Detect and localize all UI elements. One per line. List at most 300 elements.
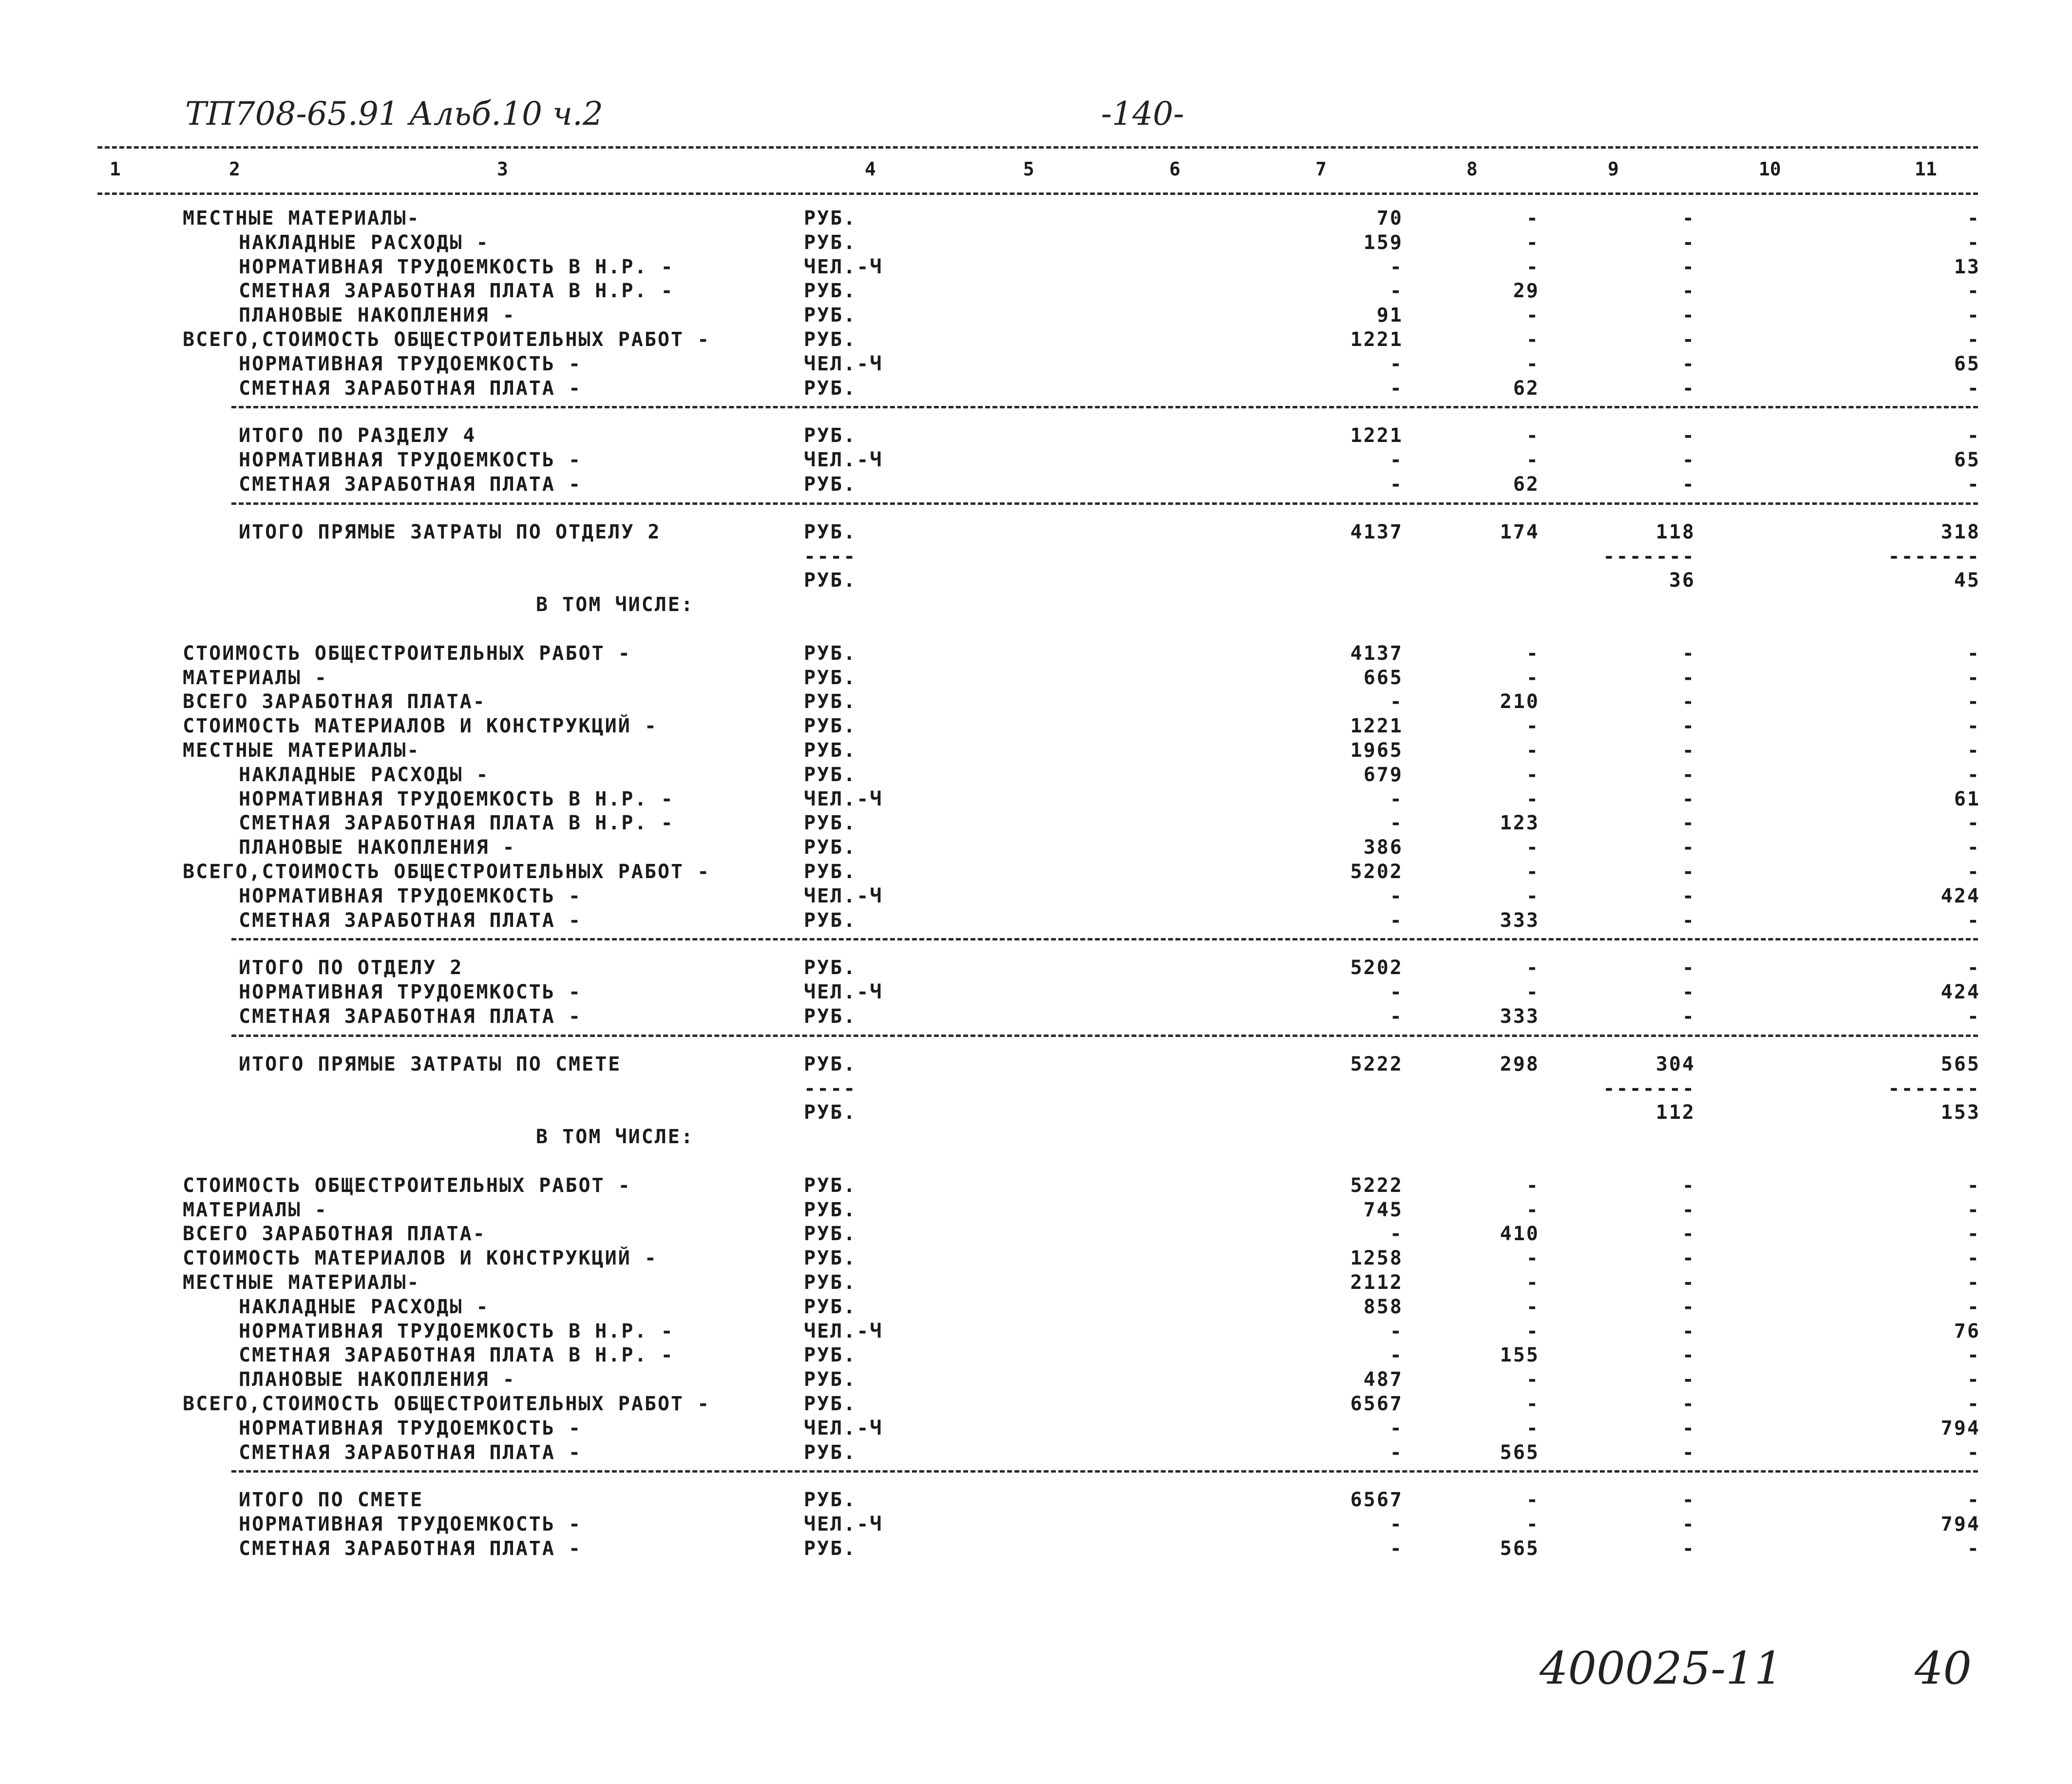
row-separator — [231, 1035, 1978, 1037]
col9-value: 304 — [1655, 1053, 1695, 1075]
row-label: НОРМАТИВНАЯ ТРУДОЕМКОСТЬ В Н.Р. - — [239, 1320, 674, 1343]
row-label: ВСЕГО,СТОИМОСТЬ ОБЩЕСТРОИТЕЛЬНЫХ РАБОТ - — [183, 328, 711, 351]
row-unit: РУБ. — [804, 304, 857, 327]
col8-value: 62 — [1513, 473, 1540, 496]
row-unit: РУБ. — [804, 1489, 857, 1512]
row-unit: РУБ. — [804, 909, 857, 932]
col7-value: 858 — [1363, 1295, 1403, 1318]
col11-value: - — [1967, 1247, 1980, 1270]
row-label: НОРМАТИВНАЯ ТРУДОЕМКОСТЬ - — [239, 1513, 582, 1536]
table-row — [0, 642, 2072, 667]
table-row — [0, 328, 2072, 353]
col7-value: - — [1389, 981, 1403, 1004]
col9-value: ------- — [1603, 545, 1695, 568]
col9-value: - — [1682, 739, 1695, 762]
row-unit: РУБ. — [804, 1005, 857, 1028]
row-unit: РУБ. — [804, 836, 857, 859]
row-label: ВСЕГО,СТОИМОСТЬ ОБЩЕСТРОИТЕЛЬНЫХ РАБОТ - — [183, 1393, 711, 1415]
row-label: СТОИМОСТЬ МАТЕРИАЛОВ И КОНСТРУКЦИЙ - — [183, 715, 658, 738]
row-unit: РУБ. — [804, 377, 857, 400]
col9-value: - — [1682, 1247, 1695, 1270]
col8-value: - — [1526, 304, 1540, 327]
col9-value: - — [1682, 1198, 1695, 1221]
col11-value: - — [1967, 642, 1980, 665]
table-row — [0, 1393, 2072, 1417]
col7-value: 665 — [1363, 666, 1403, 689]
col8-value: - — [1526, 1489, 1540, 1512]
col9-value: - — [1682, 981, 1695, 1004]
col11-value: - — [1967, 715, 1980, 738]
row-separator — [231, 502, 1978, 505]
table-row — [0, 861, 2072, 885]
col11-value: - — [1967, 1271, 1980, 1294]
col9-value: - — [1682, 424, 1695, 447]
row-label: СМЕТНАЯ ЗАРАБОТНАЯ ПЛАТА В Н.Р. - — [239, 812, 674, 835]
col8-value: - — [1526, 1295, 1540, 1318]
col7-value: - — [1389, 691, 1403, 713]
table-row — [0, 449, 2072, 473]
row-separator — [231, 938, 1978, 940]
table-row — [0, 885, 2072, 909]
col7-value: - — [1389, 352, 1403, 375]
col11-value: ------- — [1888, 1077, 1980, 1100]
col11-value: - — [1967, 763, 1980, 786]
row-label: МЕСТНЫЕ МАТЕРИАЛЫ- — [183, 1271, 420, 1294]
col8-value: - — [1526, 884, 1540, 907]
col8-value: 123 — [1500, 812, 1540, 835]
col9-value: - — [1682, 836, 1695, 859]
table-row — [0, 207, 2072, 231]
table-row — [0, 1296, 2072, 1320]
row-unit: РУБ. — [804, 763, 857, 786]
col9-value: - — [1682, 1005, 1695, 1028]
row-label: НОРМАТИВНАЯ ТРУДОЕМКОСТЬ В Н.Р. - — [239, 787, 674, 810]
row-unit: РУБ. — [804, 1537, 857, 1560]
col9-value: ------- — [1603, 1077, 1695, 1100]
row-label: ВСЕГО ЗАРАБОТНАЯ ПЛАТА- — [183, 691, 486, 713]
row-unit: РУБ. — [804, 1101, 857, 1124]
col9-value: - — [1682, 1513, 1695, 1536]
col8-value: - — [1526, 1417, 1540, 1439]
row-unit: РУБ. — [804, 957, 857, 979]
row-unit: РУБ. — [804, 569, 857, 592]
row-label: ИТОГО ПРЯМЫЕ ЗАТРАТЫ ПО ОТДЕЛУ 2 — [239, 520, 661, 543]
row-unit: РУБ. — [804, 520, 857, 543]
col9-value: - — [1682, 1271, 1695, 1294]
row-unit: ЧЕЛ.-Ч — [804, 787, 883, 810]
table-row — [0, 594, 2072, 618]
col7-value: - — [1389, 884, 1403, 907]
col7-value: 386 — [1363, 836, 1403, 859]
col7-value: 745 — [1363, 1198, 1403, 1221]
col9-value: 36 — [1669, 569, 1695, 592]
col11-value: 45 — [1954, 569, 1980, 592]
row-label: МЕСТНЫЕ МАТЕРИАЛЫ- — [183, 739, 420, 762]
col11-value: 424 — [1940, 981, 1980, 1004]
row-label: МАТЕРИАЛЫ - — [183, 666, 328, 689]
table-row — [0, 1320, 2072, 1344]
col8-value: 333 — [1500, 909, 1540, 932]
col8-value: - — [1526, 1368, 1540, 1391]
column-header-5: 5 — [1023, 158, 1034, 180]
table-row — [0, 1126, 2072, 1150]
col7-value: 5202 — [1350, 957, 1403, 979]
col11-value: 76 — [1954, 1320, 1980, 1343]
col7-value: - — [1389, 787, 1403, 810]
col9-value: - — [1682, 377, 1695, 400]
col7-value: 1221 — [1350, 424, 1403, 447]
col9-value: - — [1682, 255, 1695, 278]
col11-value: - — [1967, 1393, 1980, 1415]
table-row — [0, 1053, 2072, 1077]
row-unit: РУБ. — [804, 1198, 857, 1221]
col9-value: - — [1682, 1344, 1695, 1367]
col7-value: - — [1389, 280, 1403, 303]
table-row — [0, 909, 2072, 934]
row-label: НОРМАТИВНАЯ ТРУДОЕМКОСТЬ В Н.Р. - — [239, 255, 674, 278]
row-unit: РУБ. — [804, 473, 857, 496]
col7-value: - — [1389, 1417, 1403, 1439]
col9-value: 112 — [1655, 1101, 1695, 1124]
row-label: СТОИМОСТЬ ОБЩЕСТРОИТЕЛЬНЫХ РАБОТ - — [183, 642, 631, 665]
col8-value: - — [1526, 352, 1540, 375]
sheet-number: 40 — [1915, 1642, 1972, 1694]
row-unit: РУБ. — [804, 1271, 857, 1294]
row-label: ПЛАНОВЫЕ НАКОПЛЕНИЯ - — [239, 304, 516, 327]
table-header-rule — [97, 192, 1978, 195]
col11-value: 61 — [1954, 787, 1980, 810]
table-row — [0, 836, 2072, 861]
row-unit: ---- — [804, 1077, 857, 1100]
col8-value: - — [1526, 642, 1540, 665]
table-row — [0, 812, 2072, 836]
col7-value: - — [1389, 1320, 1403, 1343]
col7-value: - — [1389, 255, 1403, 278]
col7-value: 1221 — [1350, 328, 1403, 351]
col11-value: - — [1967, 1005, 1980, 1028]
col11-value: - — [1967, 836, 1980, 859]
col9-value: - — [1682, 812, 1695, 835]
row-separator — [231, 1470, 1978, 1473]
col9-value: - — [1682, 304, 1695, 327]
page-number: -140- — [1101, 95, 1184, 133]
col7-value: 4137 — [1350, 642, 1403, 665]
col9-value: - — [1682, 280, 1695, 303]
col7-value: 4137 — [1350, 520, 1403, 543]
row-unit: ЧЕЛ.-Ч — [804, 449, 883, 472]
row-label: СМЕТНАЯ ЗАРАБОТНАЯ ПЛАТА - — [239, 473, 582, 496]
table-row — [0, 1077, 2072, 1102]
row-unit: РУБ. — [804, 1441, 857, 1464]
col11-value: - — [1967, 1489, 1980, 1512]
col9-value: - — [1682, 352, 1695, 375]
col8-value: 210 — [1500, 691, 1540, 713]
table-row — [0, 691, 2072, 715]
col8-value: - — [1526, 1393, 1540, 1415]
col11-value: - — [1967, 691, 1980, 713]
col7-value: - — [1389, 473, 1403, 496]
col11-value: - — [1967, 207, 1980, 230]
row-label: СТОИМОСТЬ ОБЩЕСТРОИТЕЛЬНЫХ РАБОТ - — [183, 1174, 631, 1197]
table-row — [0, 1199, 2072, 1223]
col8-value: 298 — [1500, 1053, 1540, 1075]
table-row — [0, 1005, 2072, 1030]
col7-value: - — [1389, 1223, 1403, 1246]
col8-value: - — [1526, 1247, 1540, 1270]
table-row — [0, 1537, 2072, 1562]
column-header-7: 7 — [1315, 158, 1327, 180]
row-unit: РУБ. — [804, 666, 857, 689]
row-label: ПЛАНОВЫЕ НАКОПЛЕНИЯ - — [239, 836, 516, 859]
doc-code: ТП708-65.91 Альб.10 ч.2 — [185, 95, 603, 133]
col8-value: - — [1526, 207, 1540, 230]
col11-value: 13 — [1954, 255, 1980, 278]
table-row — [0, 231, 2072, 256]
table-row — [0, 1368, 2072, 1393]
table-row — [0, 1174, 2072, 1199]
row-unit: РУБ. — [804, 861, 857, 883]
row-unit: РУБ. — [804, 642, 857, 665]
col11-value: - — [1967, 231, 1980, 254]
table-row — [0, 1344, 2072, 1368]
col8-value: 29 — [1513, 280, 1540, 303]
row-unit: ЧЕЛ.-Ч — [804, 1513, 883, 1536]
row-label: В ТОМ ЧИСЛЕ: — [536, 1126, 694, 1149]
row-unit: РУБ. — [804, 739, 857, 762]
col9-value: - — [1682, 666, 1695, 689]
col7-value: 1258 — [1350, 1247, 1403, 1270]
table-row — [0, 304, 2072, 328]
col9-value: - — [1682, 1174, 1695, 1197]
col11-value: ------- — [1888, 545, 1980, 568]
row-unit: РУБ. — [804, 715, 857, 738]
table-row — [0, 1417, 2072, 1441]
column-header-3: 3 — [497, 158, 508, 180]
row-unit: РУБ. — [804, 328, 857, 351]
col11-value: - — [1967, 328, 1980, 351]
col7-value: - — [1389, 377, 1403, 400]
col8-value: - — [1526, 328, 1540, 351]
row-unit: РУБ. — [804, 1295, 857, 1318]
row-label: ИТОГО ПО СМЕТЕ — [239, 1489, 424, 1512]
col8-value: - — [1526, 763, 1540, 786]
row-label: ВСЕГО,СТОИМОСТЬ ОБЩЕСТРОИТЕЛЬНЫХ РАБОТ - — [183, 861, 711, 883]
col9-value: - — [1682, 957, 1695, 979]
col7-value: - — [1389, 1344, 1403, 1367]
col11-value: 794 — [1940, 1417, 1980, 1439]
col7-value: 6567 — [1350, 1489, 1403, 1512]
col8-value: - — [1526, 424, 1540, 447]
row-label: СМЕТНАЯ ЗАРАБОТНАЯ ПЛАТА - — [239, 909, 582, 932]
row-unit: РУБ. — [804, 207, 857, 230]
row-unit: РУБ. — [804, 1368, 857, 1391]
row-unit: ЧЕЛ.-Ч — [804, 981, 883, 1004]
table-row — [0, 256, 2072, 280]
col11-value: 65 — [1954, 352, 1980, 375]
col7-value: 5222 — [1350, 1053, 1403, 1075]
table-row — [0, 521, 2072, 545]
col9-value: - — [1682, 1295, 1695, 1318]
col9-value: - — [1682, 1417, 1695, 1439]
col9-value: - — [1682, 231, 1695, 254]
column-header-8: 8 — [1466, 158, 1478, 180]
col9-value: - — [1682, 1223, 1695, 1246]
row-unit: РУБ. — [804, 812, 857, 835]
col9-value: - — [1682, 1537, 1695, 1560]
row-label: МАТЕРИАЛЫ - — [183, 1198, 328, 1221]
row-unit: ЧЕЛ.-Ч — [804, 884, 883, 907]
col9-value: - — [1682, 909, 1695, 932]
table-row — [0, 473, 2072, 498]
row-unit: ЧЕЛ.-Ч — [804, 255, 883, 278]
table-row — [0, 764, 2072, 788]
col11-value: - — [1967, 1295, 1980, 1318]
col9-value: - — [1682, 328, 1695, 351]
col11-value: - — [1967, 473, 1980, 496]
col11-value: - — [1967, 739, 1980, 762]
row-label: ИТОГО ПРЯМЫЕ ЗАТРАТЫ ПО СМЕТЕ — [239, 1053, 622, 1075]
row-label: ИТОГО ПО ОТДЕЛУ 2 — [239, 957, 463, 979]
col7-value: - — [1389, 909, 1403, 932]
row-separator — [231, 406, 1978, 408]
table-row — [0, 739, 2072, 764]
col11-value: - — [1967, 861, 1980, 883]
table-row — [0, 1101, 2072, 1126]
row-unit: РУБ. — [804, 231, 857, 254]
row-unit: РУБ. — [804, 280, 857, 303]
col8-value: - — [1526, 981, 1540, 1004]
col11-value: - — [1967, 1198, 1980, 1221]
col8-value: - — [1526, 739, 1540, 762]
col11-value: - — [1967, 1368, 1980, 1391]
col8-value: 410 — [1500, 1223, 1540, 1246]
row-unit: ЧЕЛ.-Ч — [804, 1320, 883, 1343]
col7-value: - — [1389, 449, 1403, 472]
col9-value: - — [1682, 642, 1695, 665]
row-label: СМЕТНАЯ ЗАРАБОТНАЯ ПЛАТА - — [239, 377, 582, 400]
row-label: СМЕТНАЯ ЗАРАБОТНАЯ ПЛАТА - — [239, 1537, 582, 1560]
col9-value: - — [1682, 691, 1695, 713]
col7-value: - — [1389, 1441, 1403, 1464]
col8-value: - — [1526, 449, 1540, 472]
table-row — [0, 1247, 2072, 1271]
col11-value: 565 — [1940, 1053, 1980, 1075]
col7-value: 6567 — [1350, 1393, 1403, 1415]
table-row — [0, 981, 2072, 1005]
column-header-11: 11 — [1915, 158, 1937, 180]
row-label: НОРМАТИВНАЯ ТРУДОЕМКОСТЬ - — [239, 352, 582, 375]
table-row — [0, 715, 2072, 739]
table-row — [0, 424, 2072, 449]
col11-value: 424 — [1940, 884, 1980, 907]
col11-value: - — [1967, 424, 1980, 447]
row-label: ПЛАНОВЫЕ НАКОПЛЕНИЯ - — [239, 1368, 516, 1391]
col11-value: - — [1967, 1174, 1980, 1197]
col7-value: 487 — [1363, 1368, 1403, 1391]
col11-value: - — [1967, 280, 1980, 303]
col7-value: 5202 — [1350, 861, 1403, 883]
col8-value: - — [1526, 255, 1540, 278]
col8-value: - — [1526, 1513, 1540, 1536]
table-row — [0, 1271, 2072, 1296]
col7-value: - — [1389, 1513, 1403, 1536]
row-unit: РУБ. — [804, 691, 857, 713]
col11-value: - — [1967, 1537, 1980, 1560]
column-header-10: 10 — [1759, 158, 1781, 180]
col9-value: - — [1682, 763, 1695, 786]
col9-value: - — [1682, 1393, 1695, 1415]
col11-value: 65 — [1954, 449, 1980, 472]
col8-value: 333 — [1500, 1005, 1540, 1028]
col7-value: 70 — [1376, 207, 1403, 230]
col11-value: 794 — [1940, 1513, 1980, 1536]
row-unit: РУБ. — [804, 424, 857, 447]
col9-value: - — [1682, 861, 1695, 883]
col11-value: - — [1967, 957, 1980, 979]
column-header-9: 9 — [1608, 158, 1619, 180]
col11-value: - — [1967, 1223, 1980, 1246]
row-unit: ЧЕЛ.-Ч — [804, 352, 883, 375]
row-label: МЕСТНЫЕ МАТЕРИАЛЫ- — [183, 207, 420, 230]
col8-value: - — [1526, 715, 1540, 738]
row-label: СМЕТНАЯ ЗАРАБОТНАЯ ПЛАТА - — [239, 1441, 582, 1464]
column-header-6: 6 — [1169, 158, 1180, 180]
row-unit: РУБ. — [804, 1344, 857, 1367]
col11-value: - — [1967, 377, 1980, 400]
col7-value: 159 — [1363, 231, 1403, 254]
col8-value: - — [1526, 1198, 1540, 1221]
col9-value: - — [1682, 449, 1695, 472]
column-header-2: 2 — [229, 158, 240, 180]
col8-value: 174 — [1500, 520, 1540, 543]
table-row — [0, 1441, 2072, 1466]
col11-value: - — [1967, 1441, 1980, 1464]
col9-value: 118 — [1655, 520, 1695, 543]
row-label: НОРМАТИВНАЯ ТРУДОЕМКОСТЬ - — [239, 1417, 582, 1439]
row-label: СТОИМОСТЬ МАТЕРИАЛОВ И КОНСТРУКЦИЙ - — [183, 1247, 658, 1270]
row-unit: ЧЕЛ.-Ч — [804, 1417, 883, 1439]
col9-value: - — [1682, 473, 1695, 496]
col8-value: 155 — [1500, 1344, 1540, 1367]
col11-value: - — [1967, 304, 1980, 327]
col8-value: 62 — [1513, 377, 1540, 400]
col8-value: - — [1526, 957, 1540, 979]
col8-value: - — [1526, 1271, 1540, 1294]
row-unit: РУБ. — [804, 1247, 857, 1270]
col7-value: 1965 — [1350, 739, 1403, 762]
col11-value: - — [1967, 666, 1980, 689]
table-row — [0, 377, 2072, 402]
table-row — [0, 788, 2072, 812]
col9-value: - — [1682, 1441, 1695, 1464]
table-row — [0, 1489, 2072, 1513]
col7-value: 1221 — [1350, 715, 1403, 738]
table-row — [0, 957, 2072, 981]
col8-value: - — [1526, 787, 1540, 810]
col8-value: 565 — [1500, 1537, 1540, 1560]
col11-value: - — [1967, 1344, 1980, 1367]
col7-value: - — [1389, 1005, 1403, 1028]
table-top-rule — [97, 146, 1978, 149]
col9-value: - — [1682, 1368, 1695, 1391]
col9-value: - — [1682, 884, 1695, 907]
col8-value: - — [1526, 1320, 1540, 1343]
col11-value: 318 — [1940, 520, 1980, 543]
col11-value: 153 — [1940, 1101, 1980, 1124]
col9-value: - — [1682, 1320, 1695, 1343]
table-row — [0, 353, 2072, 377]
table-row — [0, 1513, 2072, 1537]
